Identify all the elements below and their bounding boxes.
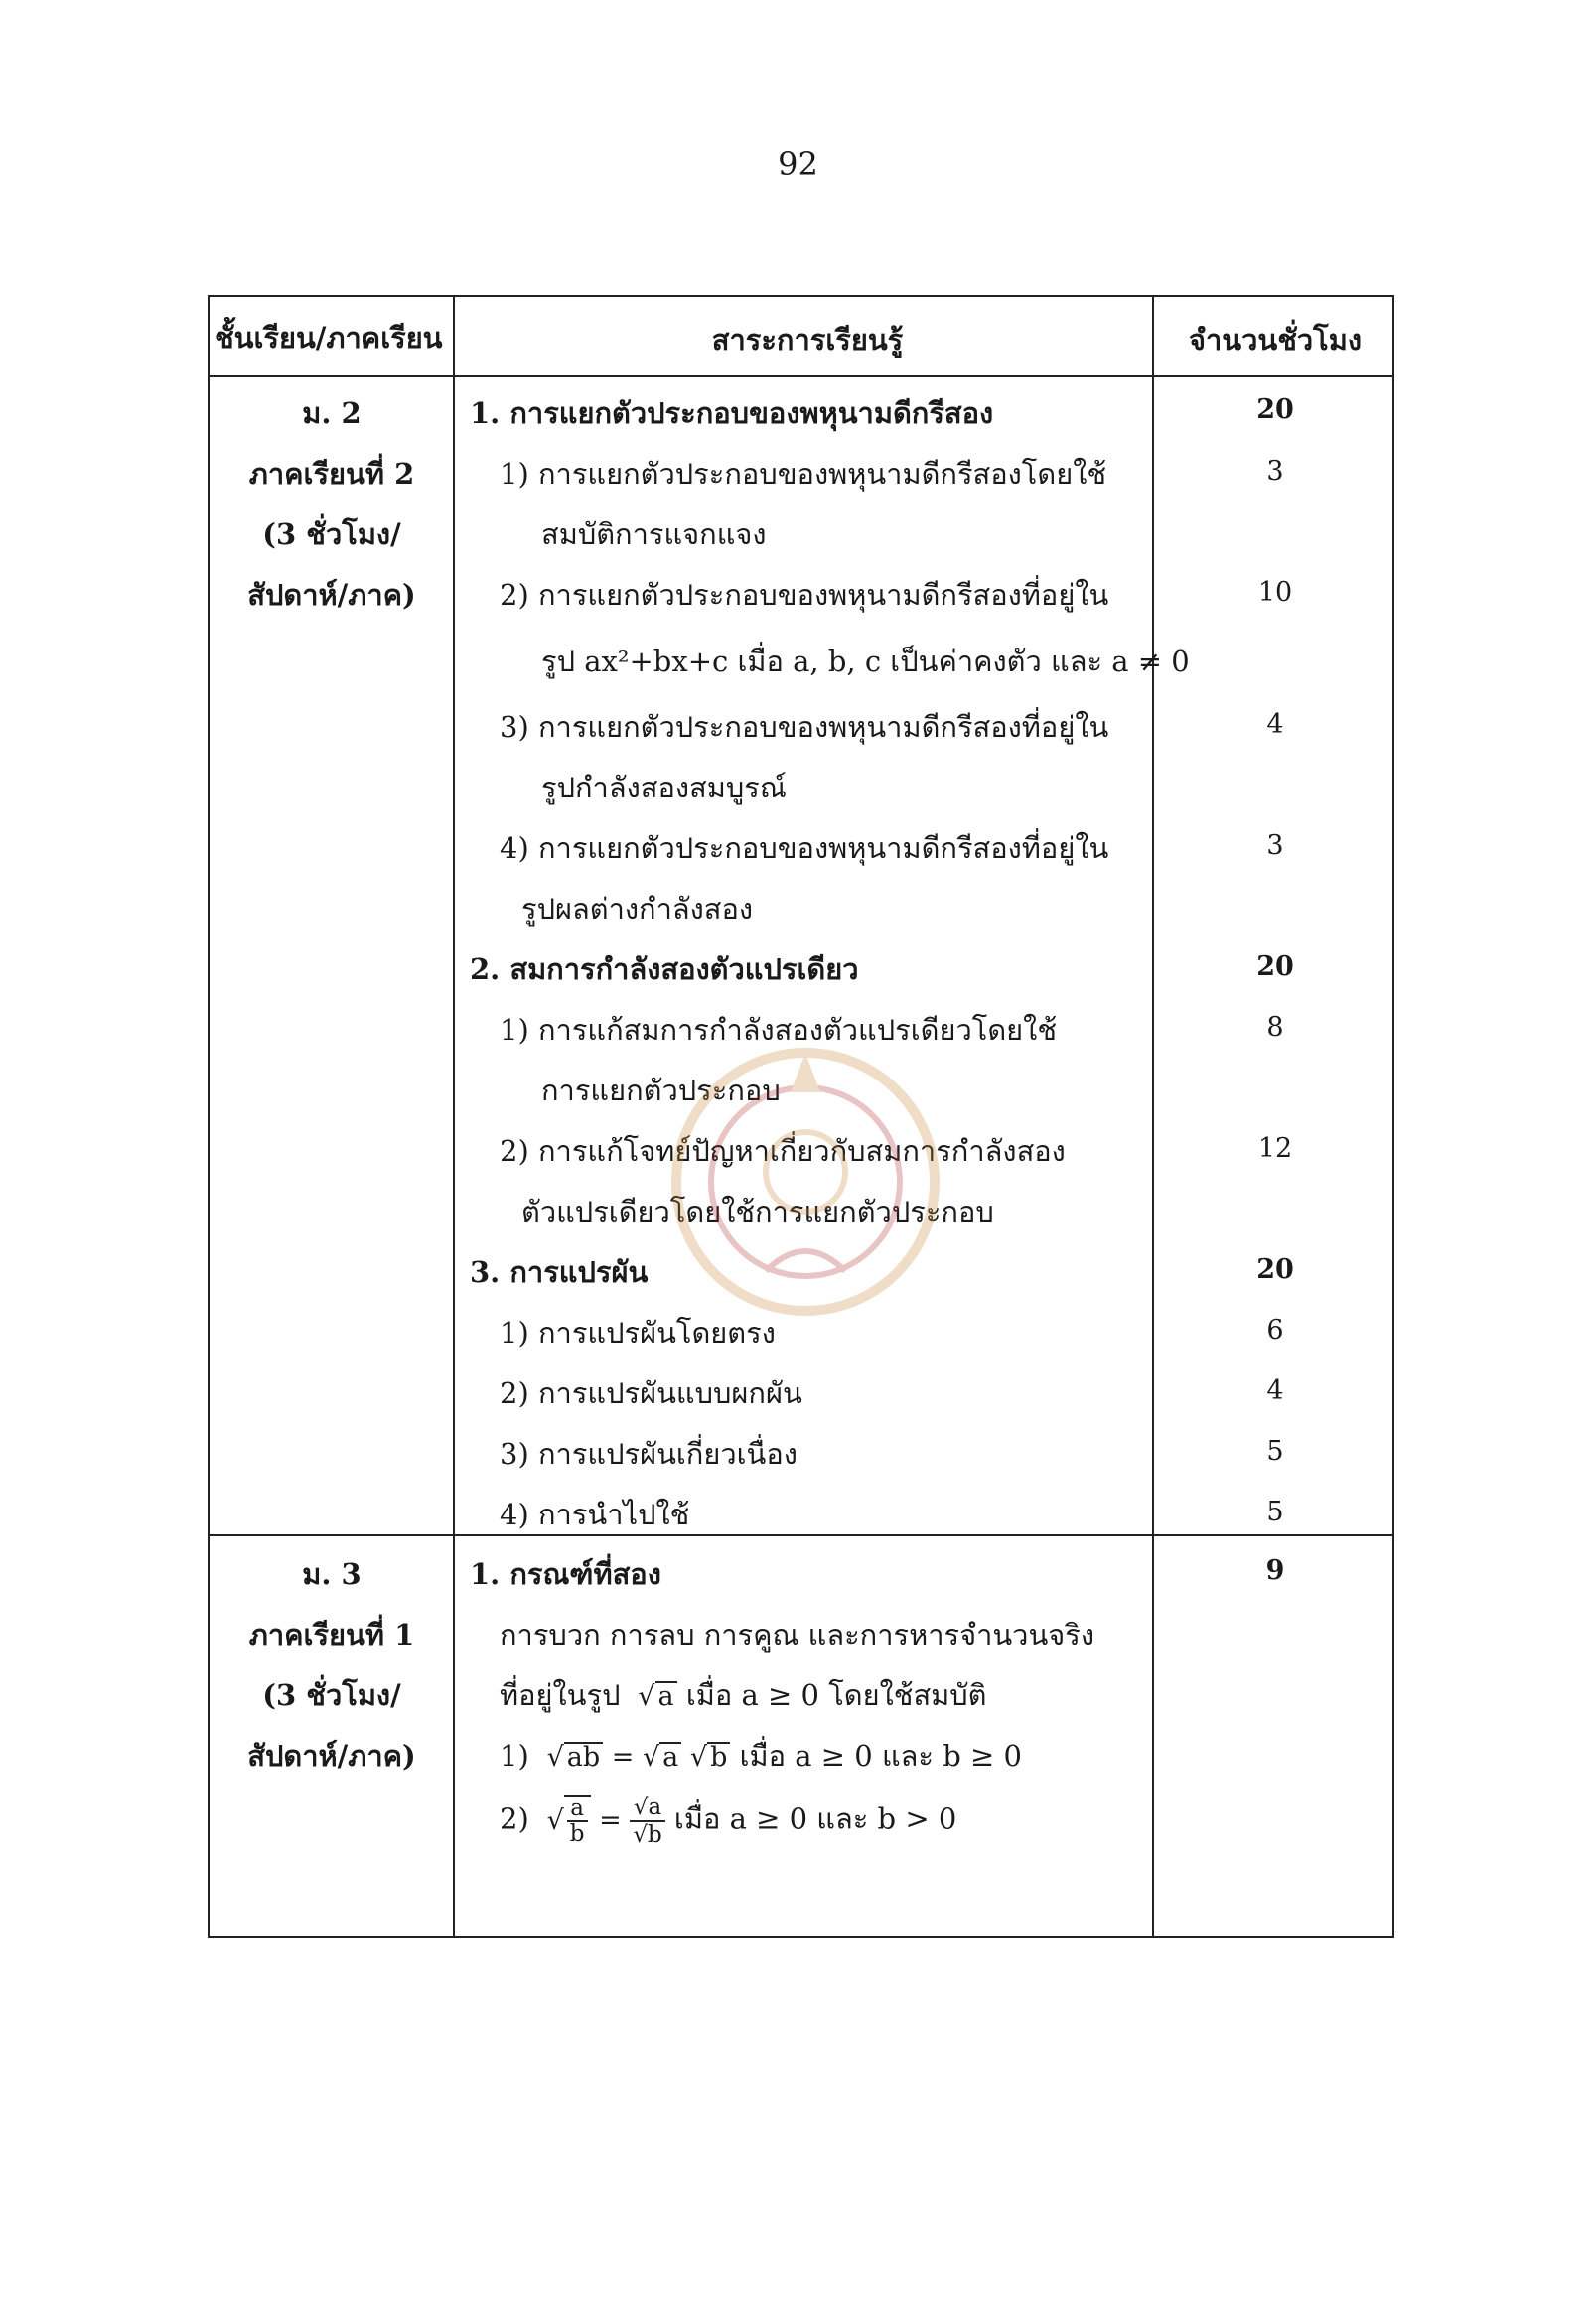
header-content: สาระการเรียนรู้	[711, 323, 904, 357]
emblem-watermark-icon	[656, 1033, 954, 1331]
item-hours: 8	[1266, 1012, 1284, 1043]
column-divider-2	[1152, 297, 1154, 1936]
item-hours: 12	[1257, 1133, 1293, 1164]
item-line: รูปผลต่างกำลังสอง	[521, 892, 754, 926]
intro-line: การบวก การลบ การคูณ และการหารจำนวนจริง	[500, 1618, 1095, 1652]
page-number: 92	[778, 145, 818, 183]
column-divider-1	[453, 297, 455, 1936]
topic-title: 1. กรณฑ์ที่สอง	[470, 1557, 661, 1591]
item-line: 1) การแปรผันโดยตรง	[500, 1316, 776, 1350]
item-hours: 3	[1266, 830, 1284, 861]
item-line: 4) การนำไปใช้	[500, 1498, 690, 1531]
level-grade: ม. 2	[302, 396, 362, 430]
level-hours-per-week: (3 ชั่วโมง/	[262, 1678, 401, 1712]
item-line: 2) การแยกตัวประกอบของพหุนามดีกรีสองที่อยู่ใน	[500, 578, 1109, 612]
item-line: 2) การแปรผันแบบผกผัน	[500, 1376, 802, 1410]
item-hours: 6	[1266, 1315, 1284, 1346]
rule-1-formula: √ ab = √ a √ b	[538, 1742, 730, 1773]
item-hours: 4	[1266, 709, 1284, 740]
rule-2-line	[500, 1795, 956, 1848]
item-hours: 3	[1266, 456, 1284, 487]
topic-hours: 20	[1256, 951, 1294, 982]
rule-2-label: 2)	[500, 1801, 529, 1836]
sqrt-a-expression: √ a	[630, 1681, 677, 1712]
level-term: ภาคเรียนที่ 2	[248, 457, 415, 491]
level-term: ภาคเรียนที่ 1	[248, 1618, 415, 1652]
item-hours: 5	[1266, 1497, 1284, 1527]
item-hours: 4	[1266, 1375, 1284, 1406]
item-line: ตัวแปรเดียวโดยใช้การแยกตัวประกอบ	[521, 1195, 994, 1228]
rule-1-condition: เมื่อ a ≥ 0 และ b ≥ 0	[739, 1739, 1022, 1773]
topic-hours: 20	[1256, 1254, 1294, 1285]
intro-condition: เมื่อ a ≥ 0 โดยใช้สมบัติ	[685, 1678, 987, 1712]
item-line: 4) การแยกตัวประกอบของพหุนามดีกรีสองที่อยู่ใน	[500, 831, 1109, 865]
level-hours-per-week: (3 ชั่วโมง/	[262, 517, 401, 551]
level-per-term: สัปดาห์/ภาค)	[247, 1739, 416, 1773]
item-line: 1) การแยกตัวประกอบของพหุนามดีกรีสองโดยใช้	[500, 457, 1107, 491]
item-line: 2) การแก้โจทย์ปัญหาเกี่ยวกับสมการกำลังสอง	[500, 1134, 1066, 1168]
rule-1-line	[500, 1733, 1022, 1779]
item-hours: 5	[1266, 1436, 1284, 1467]
level-per-term: สัปดาห์/ภาค)	[247, 578, 416, 612]
header-divider	[210, 375, 1392, 377]
rule-2-formula: √ $\frac{a}{b}$ = $\frac{√a}{√b}$	[538, 1805, 665, 1836]
intro-formula-line	[500, 1672, 987, 1718]
item-line: รูป ax²+bx+c เมื่อ a, b, c เป็นค่าคงตัว และ a ≠ 0	[541, 645, 1190, 678]
item-line: 3) การแยกตัวประกอบของพหุนามดีกรีสองที่อยู่ใน	[500, 710, 1109, 744]
topic-title: 2. สมการกำลังสองตัวแปรเดียว	[470, 952, 859, 986]
item-line: 3) การแปรผันเกี่ยวเนื่อง	[500, 1437, 798, 1471]
section-divider	[210, 1534, 1392, 1536]
intro-line: ที่อยู่ในรูป	[500, 1678, 621, 1712]
item-line: การแยกตัวประกอบ	[541, 1074, 781, 1107]
item-line: 1) การแก้สมการกำลังสองตัวแปรเดียวโดยใช้	[500, 1013, 1057, 1047]
item-hours: 10	[1257, 577, 1293, 608]
rule-1-label: 1)	[500, 1739, 529, 1773]
item-line: รูปกำลังสองสมบูรณ์	[541, 771, 787, 804]
topic-title: 1. การแยกตัวประกอบของพหุนามดีกรีสอง	[470, 396, 994, 430]
topic-hours: 20	[1256, 394, 1294, 425]
topic-title: 3. การแปรผัน	[470, 1255, 649, 1289]
level-grade: ม. 3	[302, 1557, 362, 1591]
topic-hours: 9	[1265, 1555, 1285, 1586]
header-level: ชั้นเรียน/ภาคเรียน	[215, 321, 443, 355]
item-line: สมบัติการแจกแจง	[541, 517, 767, 551]
rule-2-condition: เมื่อ a ≥ 0 และ b > 0	[673, 1801, 957, 1836]
header-hours: จำนวนชั่วโมง	[1188, 323, 1363, 357]
